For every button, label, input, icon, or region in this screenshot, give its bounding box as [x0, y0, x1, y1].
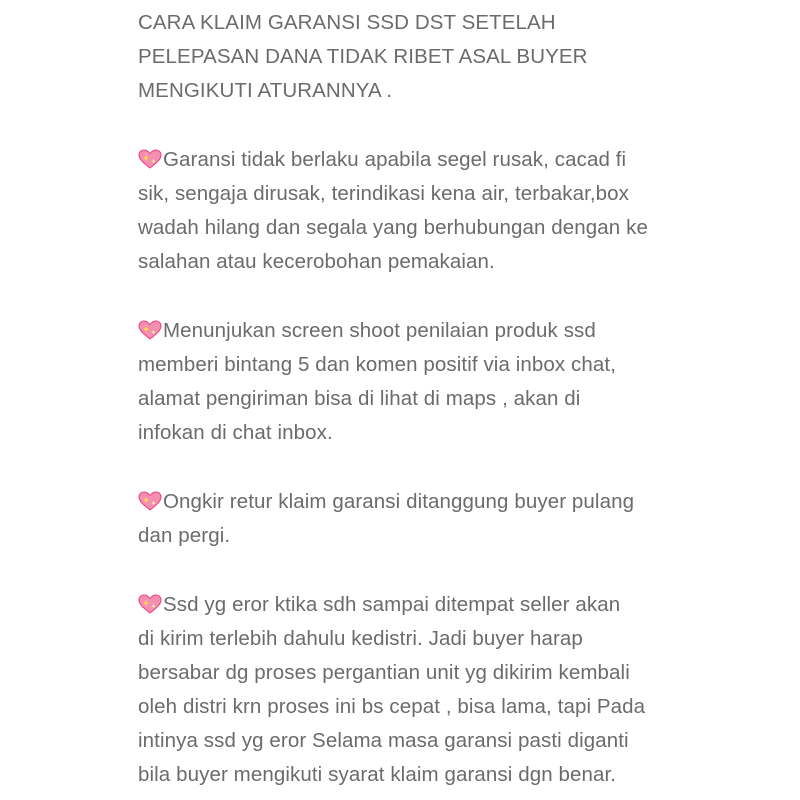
- rule-2-line-4: infokan di chat inbox.: [138, 421, 333, 444]
- heading-line-1: CARA KLAIM GARANSI SSD DST SETELAH: [138, 11, 556, 34]
- rule-3-text-1: Ongkir retur klaim garansi ditanggung buyer pulang: [163, 490, 635, 513]
- rule-4-line-1: [138, 590, 620, 620]
- rule-4-line-3: bersabar dg proses pergantian unit yg dikirim kembali: [138, 661, 630, 684]
- rule-4-text-1: Ssd yg eror ktika sdh sampai ditempat seller akan: [163, 593, 621, 616]
- sparkling-heart-icon: [138, 491, 162, 511]
- rule-1-line-4: salahan atau kecerobohan pemakaian.: [138, 250, 495, 273]
- rule-4-line-2: di kirim terlebih dahulu kedistri. Jadi buyer harap: [138, 627, 583, 650]
- rule-1-line-1: [138, 145, 626, 175]
- rule-2-text-1: Menunjukan screen shoot penilaian produk ssd: [163, 319, 596, 342]
- rule-4-line-6: bila buyer mengikuti syarat klaim garansi dgn benar.: [138, 763, 617, 786]
- sparkling-heart-icon: [138, 149, 162, 169]
- rule-3-line-1: [138, 487, 634, 517]
- heading-line-3: MENGIKUTI ATURANNYA .: [138, 79, 393, 102]
- sparkling-heart-icon: [138, 594, 162, 614]
- rule-4-line-5: intinya ssd yg eror Selama masa garansi pasti diganti: [138, 729, 629, 752]
- heading-line-2: PELEPASAN DANA TIDAK RIBET ASAL BUYER: [138, 45, 588, 68]
- rule-3-line-2: dan pergi.: [138, 524, 231, 547]
- rule-2-line-1: [138, 316, 596, 346]
- sparkling-heart-icon: [138, 320, 162, 340]
- rule-1-text-1: Garansi tidak berlaku apabila segel rusak, cacad fi: [163, 148, 627, 171]
- rule-2-line-3: alamat pengiriman bisa di lihat di maps , akan di: [138, 387, 581, 410]
- rule-1-line-2: sik, sengaja dirusak, terindikasi kena air, terbakar,box: [138, 182, 630, 205]
- rule-2-line-2: memberi bintang 5 dan komen positif via inbox chat,: [138, 353, 617, 376]
- rule-1-line-3: wadah hilang dan segala yang berhubungan dengan ke: [138, 216, 648, 239]
- rule-4-line-4: oleh distri krn proses ini bs cepat , bisa lama, tapi Pada: [138, 695, 646, 718]
